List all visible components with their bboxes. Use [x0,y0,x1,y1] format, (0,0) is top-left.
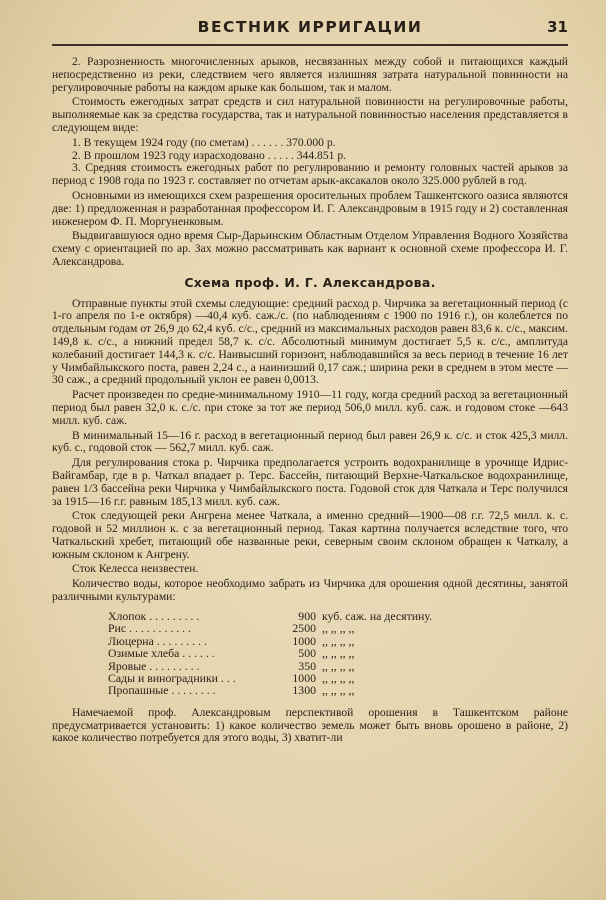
paragraph-angren: Сток следующей реки Ангрена менее Чаткала, а именно средний—1900—08 г.г. 72,5 милл. к. с. годовой и 52 миллион к. с за вегетационный период. Такая картина получается вследствие того, что Чаткальский хребет, питающий обе названные реки, северным своим склоном обращен к Чаткалу, а южным склоном к Ангрену. [52,509,568,561]
crop-quantity: 1300 [292,683,316,698]
paragraph-reservoir: Для регулирования стока р. Чирчика предполагается устроить водохранилище в урочище Идрис-Вайгамбар, где в р. Чаткал впадает р. Терс. Бассейн, питающий Верхне-Чаткальское водохранилище, равен 1/3 бассейна реки Чирчика у Чимбайлыкского поста. Годовой сток для Чаткала и Терс получился за 1915—16 г.г. равным 185,13 милл. куб. саж. [52,456,568,508]
crop-name: Хлопок . . . . . . . . . [108,608,200,623]
page-number: 31 [547,18,568,36]
crop-unit: ,, ,, ,, ,, [322,658,355,673]
crop-quantity: 350 [298,658,316,673]
crop-quantity: 900 [298,608,316,623]
crop-water-table [108,610,472,697]
crop-name: Люцерна . . . . . . . . . [108,633,207,648]
crop-name: Пропашные . . . . . . . . [108,683,216,698]
crop-unit: ,, ,, ,, ,, [322,621,355,636]
crop-quantity: 1000 [292,633,316,648]
crop-row [108,684,472,696]
paragraph-calculation: Расчет произведен по средне-минимальному 1910—11 году, когда средний расход за вегетационный период был равен 32,0 к. с./с. при стоке за тот же период 506,0 милл. куб. саж. и годовом стоке —643 милл. куб. саж. [52,388,568,427]
crop-name: Яровые . . . . . . . . . [108,658,200,673]
crop-unit: ,, ,, ,, ,, [322,633,355,648]
crop-row [108,647,472,659]
paragraph-starting-points: Отправные пункты этой схемы следующие: средний расход р. Чирчика за вегетационный период (с 1-го апреля по 1-е октября) —40,4 куб. саж./с. (по наблюдениям с 1900 по 1916 г.), он колеблется по отдельным годам от 26,9 до 62,4 куб. с/с., средний из максимальных расходов равен 83,6 к. с/с., максим. 149,8 к. с/с., а нижний предел 58,7 к. с/с. Абсолютный минимум достигает 5,5 к. с/с., амплитуда колебаний достигает 144,3 к. с/с. Наивысший горизонт, наблюдавшийся за весь период в течение 16 лет у Чимбайлыкского поста, равен 2,24 с., а наинизший 0,17 саж.; ширина реки в среднем в этом месте —30 саж., а средний продольный уклон ее равен 0,0013. [52,296,568,387]
paragraph-point-3: 3. Средняя стоимость ежегодных работ по регулированию и ремонту головных частей арыков за период с 1908 года по 1923 г. составляет по отчетам арык-аксакалов около 325.000 рублей в год. [52,161,568,188]
crop-unit: ,, ,, ,, ,, [322,683,355,698]
cost-item-1-label: 1. В текущем 1924 году (по сметам) . . . . . . [72,135,284,149]
crop-quantity: 1000 [292,670,316,685]
crop-unit: ,, ,, ,, ,, [322,646,355,661]
cost-item-2-label: 2. В прошлом 1923 году израсходовано . . . . . [72,148,294,162]
paragraph-keles: Сток Келесса неизвестен. [72,562,199,576]
crop-quantity: 500 [298,646,316,661]
paragraph-costs-intro: Стоимость ежегодных затрат средств и сил натуральной повинности на регулировочные работы, выполняемые как за средства государства, так и натуральной повинностью населения представляется в следующем виде: [52,95,568,134]
section-heading: Схема проф. И. Г. Александрова. [184,274,436,290]
paragraph-water-per-desyatina: Количество воды, которое необходимо забрать из Чирчика для орошения одной десятины, занятой различными культурами: [52,577,568,604]
paragraph-point-2: 2. Разрозненность многочисленных арыков, несвязанных между собой и питающихся каждый непосредственно из реки, следствием чего является излишняя затрата натуральной повинности на регулировочные работы на каждом арыке как большом, так и малом. [52,55,568,94]
cost-item-1-value: 370.000 р. [286,135,336,149]
crop-name: Рис . . . . . . . . . . . [108,621,191,636]
paragraph-perspective: Намечаемой проф. Александровым перспективой орошения в Ташкентском районе предусматривается установить: 1) какое количество земель может быть вновь орошено в районе, 2) какое количество потребуется для этого воды, 3) хватит-ли [52,705,568,745]
paragraph-variant: Выдвигавшуюся одно время Сыр-Дарьинским Областным Отделом Управления Водного Хозяйства схему с ориентацией по ар. Зах можно рассматривать как вариант к основной схеме профессора И. Г. Александрова. [52,229,568,268]
article-body [52,56,568,745]
crop-unit: куб. саж. на десятину. [322,608,433,623]
crop-name: Сады и виноградники . . . [108,670,236,685]
crop-name: Озимые хлеба . . . . . . [108,646,215,661]
crop-quantity: 2500 [292,621,316,636]
paragraph-schemes: Основными из имеющихся схем разрешения оросительных проблем Ташкентского оазиса являются две: 1) предложенная и разработанная профессором И. Г. Александровым в 1915 году и 2) составленная инженером Ф. П. Моргуненковым. [52,188,568,228]
paragraph-minimum-year: В минимальный 15—16 г. расход в вегетационный период был равен 26,9 к. с/с. и сток 425,3 милл. куб. с., годовой сток — 562,7 милл. куб. саж. [52,428,568,455]
crop-row [108,622,472,634]
crop-unit: ,, ,, ,, ,, [322,670,355,685]
journal-title: ВЕСТНИК ИРРИГАЦИИ [197,18,423,36]
page-header [52,16,568,46]
cost-item-2-value: 344.851 р. [296,148,347,162]
